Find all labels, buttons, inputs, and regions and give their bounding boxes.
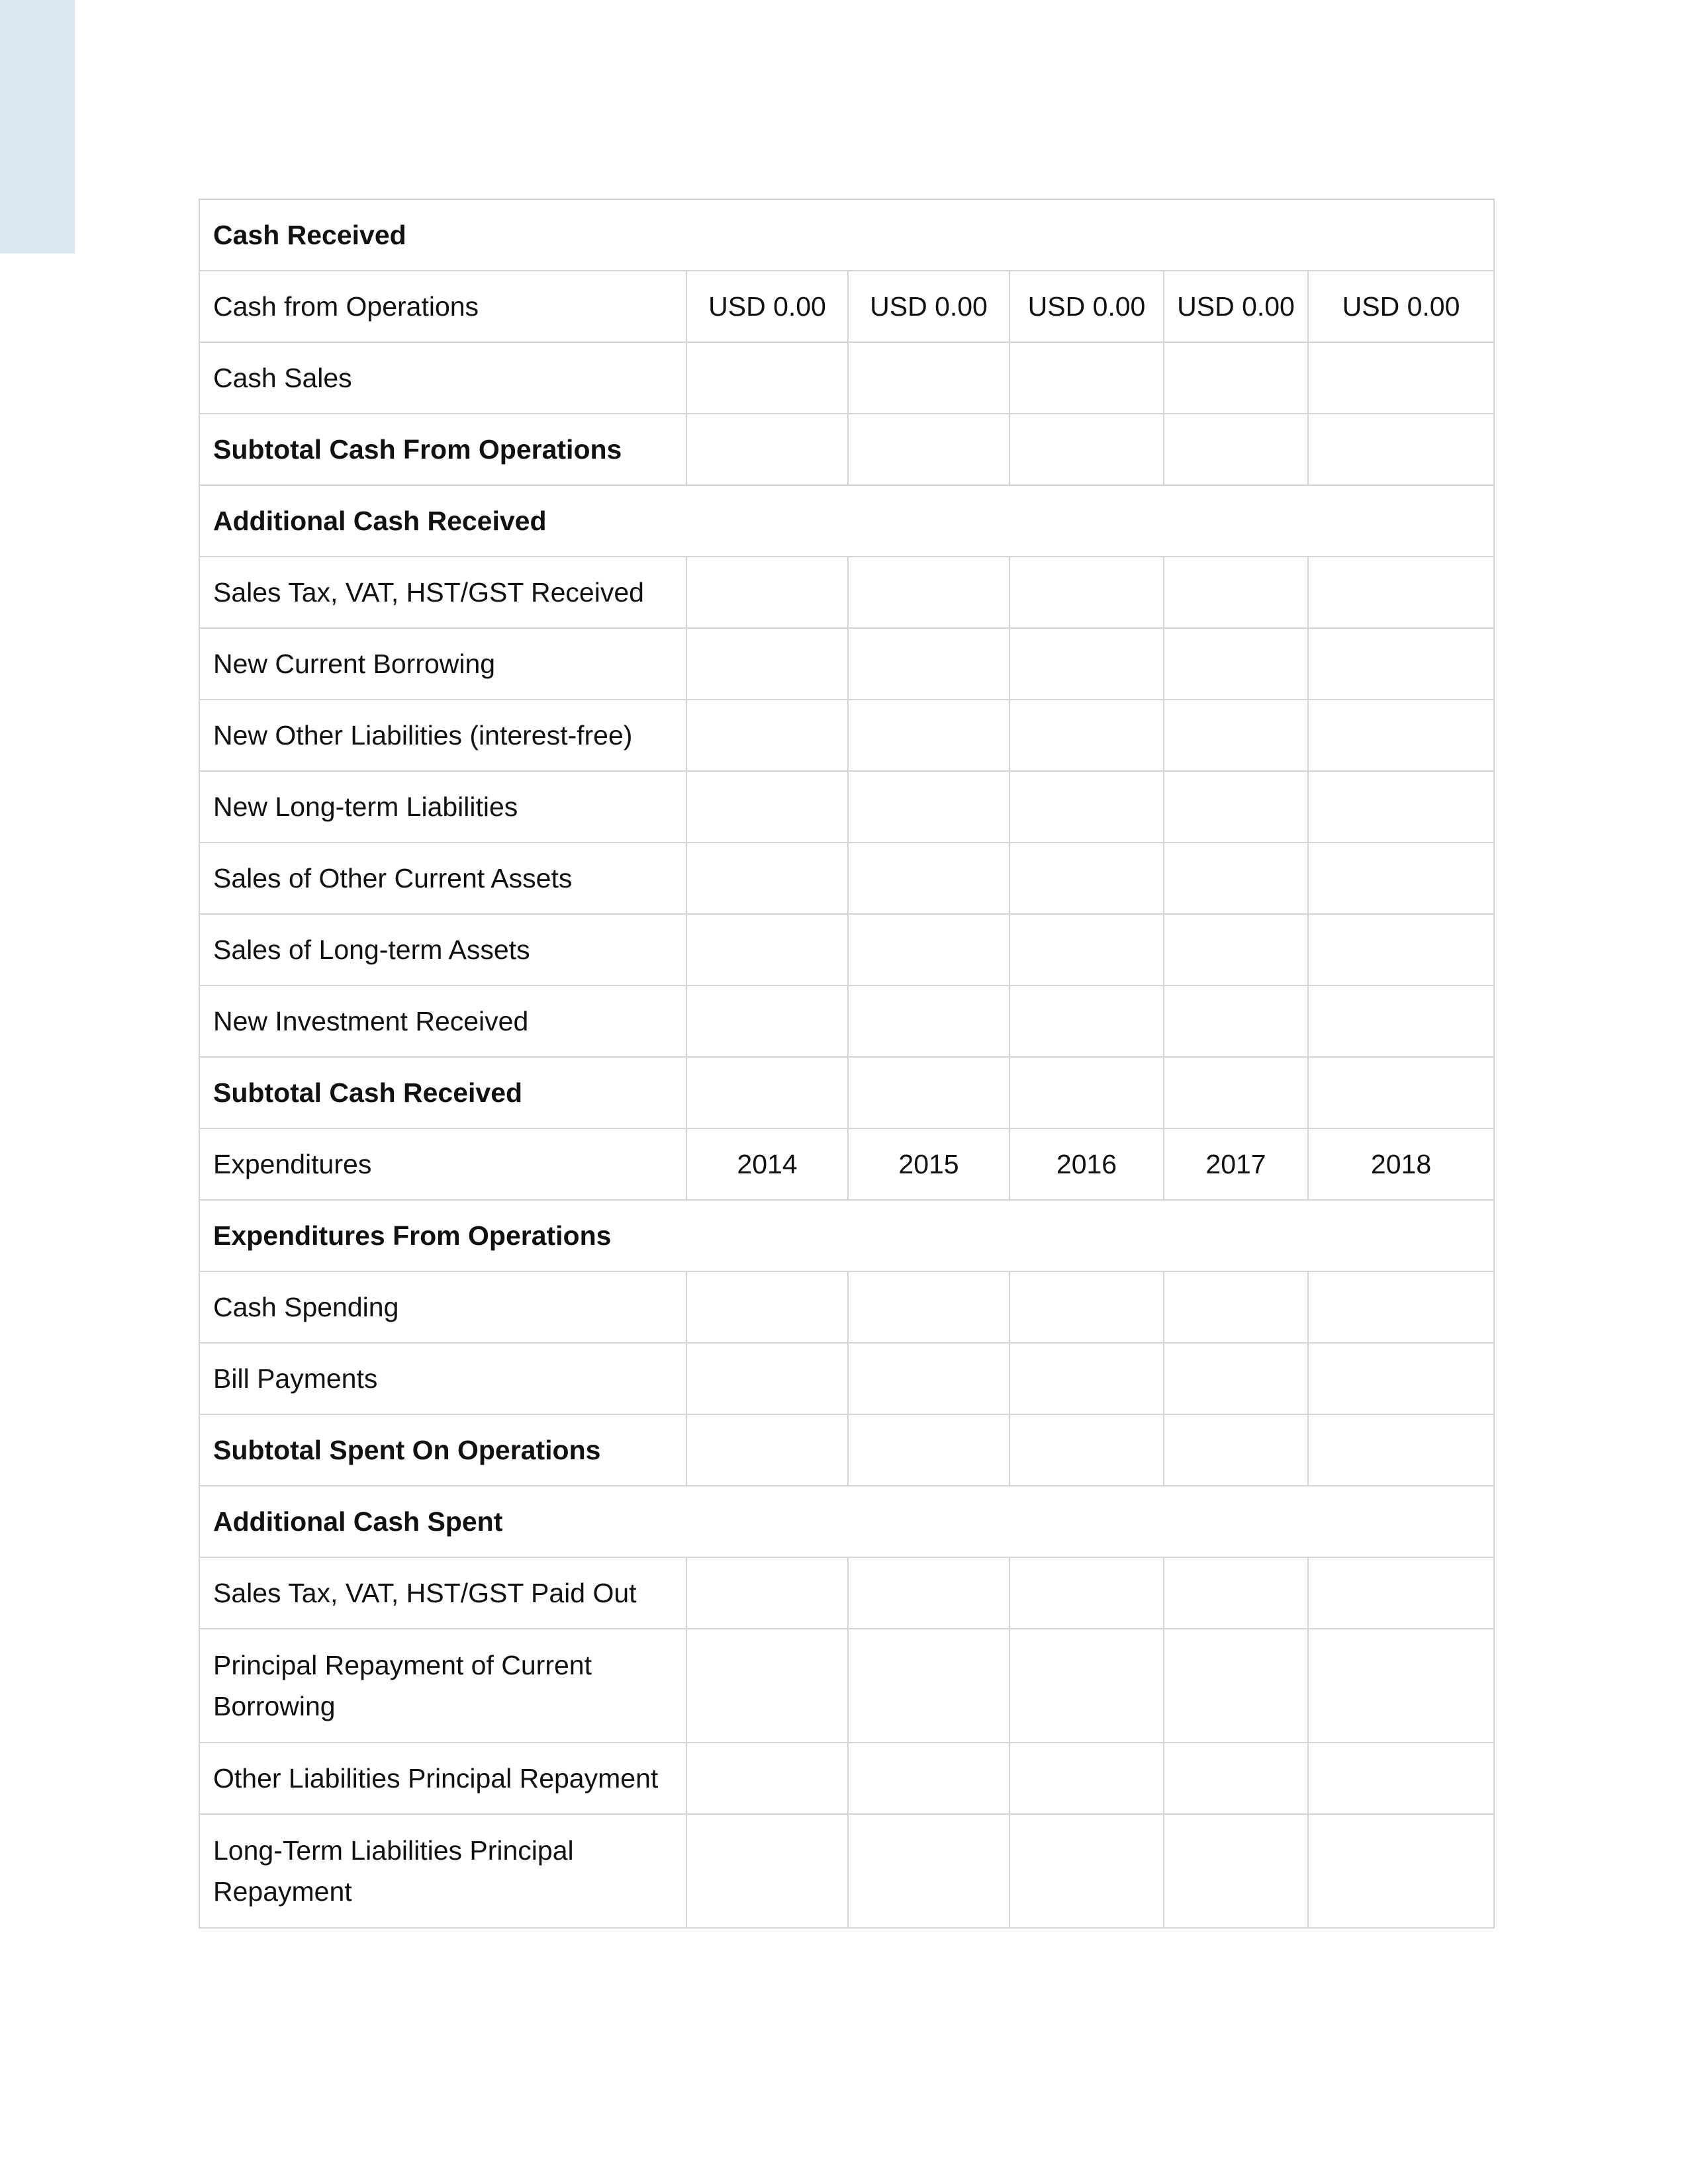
table-row (199, 1557, 1494, 1629)
subtotal-row (199, 414, 1494, 485)
value-cell (1164, 1057, 1308, 1128)
value-cell (686, 1557, 848, 1629)
subtotal-row (199, 1057, 1494, 1128)
value-cell (848, 1743, 1009, 1814)
value-cell: 2015 (848, 1128, 1009, 1200)
value-cell (1308, 557, 1494, 628)
value-cell (848, 628, 1009, 700)
value-cell (1009, 342, 1164, 414)
row-label: Sales of Long-term Assets (199, 914, 686, 985)
value-cell (686, 1271, 848, 1343)
value-cell (1009, 1414, 1164, 1486)
value-cell: 2017 (1164, 1128, 1308, 1200)
value-cell (848, 700, 1009, 771)
value-cell (1308, 342, 1494, 414)
value-cell (1164, 842, 1308, 914)
row-label: Additional Cash Spent (199, 1486, 1494, 1557)
value-cell (1009, 985, 1164, 1057)
value-cell: USD 0.00 (1164, 271, 1308, 342)
value-cell (1009, 771, 1164, 842)
value-cell (1164, 1743, 1308, 1814)
value-cell (1009, 1057, 1164, 1128)
row-label: New Other Liabilities (interest-free) (199, 700, 686, 771)
row-label: Cash Received (199, 199, 1494, 271)
table-row (199, 1629, 1494, 1743)
row-label: Sales of Other Current Assets (199, 842, 686, 914)
value-cell (1308, 1414, 1494, 1486)
value-cell (1308, 414, 1494, 485)
value-cell (848, 1343, 1009, 1414)
value-cell (1009, 1814, 1164, 1928)
value-cell (1308, 842, 1494, 914)
row-label: Subtotal Cash From Operations (199, 414, 686, 485)
value-cell (1308, 1814, 1494, 1928)
row-label: Cash from Operations (199, 271, 686, 342)
table-row (199, 842, 1494, 914)
value-cell (1164, 557, 1308, 628)
table-row (199, 1814, 1494, 1928)
table-row (199, 271, 1494, 342)
section-header-row (199, 1486, 1494, 1557)
value-cell (1009, 1557, 1164, 1629)
table-row (199, 342, 1494, 414)
row-label: Sales Tax, VAT, HST/GST Paid Out (199, 1557, 686, 1629)
value-cell (1009, 700, 1164, 771)
value-cell: 2014 (686, 1128, 848, 1200)
row-label: Other Liabilities Principal Repayment (199, 1743, 686, 1814)
table-row (199, 1743, 1494, 1814)
value-cell (1164, 1414, 1308, 1486)
table-row (199, 628, 1494, 700)
value-cell (848, 342, 1009, 414)
table-row (199, 985, 1494, 1057)
value-cell (1308, 1557, 1494, 1629)
value-cell (1009, 914, 1164, 985)
value-cell (1308, 1629, 1494, 1743)
value-cell: USD 0.00 (848, 271, 1009, 342)
side-tab-decoration (0, 0, 75, 253)
value-cell (1308, 1271, 1494, 1343)
value-cell (1308, 1057, 1494, 1128)
value-cell (1308, 700, 1494, 771)
value-cell (686, 342, 848, 414)
value-cell (848, 1271, 1009, 1343)
value-cell (1164, 628, 1308, 700)
value-cell (1009, 1343, 1164, 1414)
value-cell: USD 0.00 (686, 271, 848, 342)
value-cell (1164, 1343, 1308, 1414)
table-row (199, 914, 1494, 985)
table-row (199, 771, 1494, 842)
value-cell (686, 557, 848, 628)
section-header-row (199, 1200, 1494, 1271)
table-row (199, 1128, 1494, 1200)
value-cell (848, 771, 1009, 842)
value-cell (686, 1814, 848, 1928)
table-row (199, 700, 1494, 771)
row-label: Subtotal Spent On Operations (199, 1414, 686, 1486)
value-cell (686, 1629, 848, 1743)
value-cell (1009, 842, 1164, 914)
value-cell (1164, 985, 1308, 1057)
value-cell (1308, 1743, 1494, 1814)
value-cell (848, 985, 1009, 1057)
value-cell: USD 0.00 (1308, 271, 1494, 342)
row-label: Expenditures From Operations (199, 1200, 1494, 1271)
row-label: New Investment Received (199, 985, 686, 1057)
value-cell (1164, 700, 1308, 771)
section-header-row (199, 485, 1494, 557)
value-cell (686, 985, 848, 1057)
value-cell (848, 914, 1009, 985)
value-cell (686, 771, 848, 842)
value-cell (848, 557, 1009, 628)
subtotal-row (199, 1414, 1494, 1486)
value-cell: 2016 (1009, 1128, 1164, 1200)
value-cell (686, 1414, 848, 1486)
value-cell (686, 1743, 848, 1814)
value-cell (1009, 1629, 1164, 1743)
value-cell (848, 1414, 1009, 1486)
cash-flow-table-body (199, 199, 1494, 1928)
value-cell (1308, 771, 1494, 842)
table-row (199, 557, 1494, 628)
value-cell (1164, 414, 1308, 485)
value-cell (686, 842, 848, 914)
value-cell (1164, 1629, 1308, 1743)
value-cell (1164, 1814, 1308, 1928)
row-label: Subtotal Cash Received (199, 1057, 686, 1128)
table-row (199, 1343, 1494, 1414)
value-cell (1009, 557, 1164, 628)
row-label: Bill Payments (199, 1343, 686, 1414)
value-cell (686, 1057, 848, 1128)
value-cell (848, 1057, 1009, 1128)
value-cell (848, 1814, 1009, 1928)
row-label: Long-Term Liabilities Principal Repayment (199, 1814, 686, 1928)
value-cell (686, 1343, 848, 1414)
value-cell (1164, 1271, 1308, 1343)
value-cell (848, 842, 1009, 914)
value-cell (1308, 985, 1494, 1057)
value-cell (686, 914, 848, 985)
value-cell (1308, 914, 1494, 985)
row-label: New Long-term Liabilities (199, 771, 686, 842)
cash-flow-table (199, 199, 1495, 1929)
value-cell (848, 1629, 1009, 1743)
value-cell (686, 700, 848, 771)
row-label: Cash Sales (199, 342, 686, 414)
value-cell (1009, 628, 1164, 700)
row-label: Principal Repayment of Current Borrowing (199, 1629, 686, 1743)
value-cell (1009, 1743, 1164, 1814)
value-cell (1164, 771, 1308, 842)
value-cell (1164, 1557, 1308, 1629)
value-cell (686, 628, 848, 700)
value-cell (1164, 342, 1308, 414)
value-cell (848, 414, 1009, 485)
row-label: Additional Cash Received (199, 485, 1494, 557)
value-cell (1009, 414, 1164, 485)
value-cell (686, 414, 848, 485)
value-cell: USD 0.00 (1009, 271, 1164, 342)
value-cell (1308, 1343, 1494, 1414)
row-label: Cash Spending (199, 1271, 686, 1343)
table-row (199, 1271, 1494, 1343)
row-label: Sales Tax, VAT, HST/GST Received (199, 557, 686, 628)
row-label: Expenditures (199, 1128, 686, 1200)
section-header-row (199, 199, 1494, 271)
row-label: New Current Borrowing (199, 628, 686, 700)
value-cell (848, 1557, 1009, 1629)
value-cell: 2018 (1308, 1128, 1494, 1200)
value-cell (1009, 1271, 1164, 1343)
value-cell (1308, 628, 1494, 700)
value-cell (1164, 914, 1308, 985)
